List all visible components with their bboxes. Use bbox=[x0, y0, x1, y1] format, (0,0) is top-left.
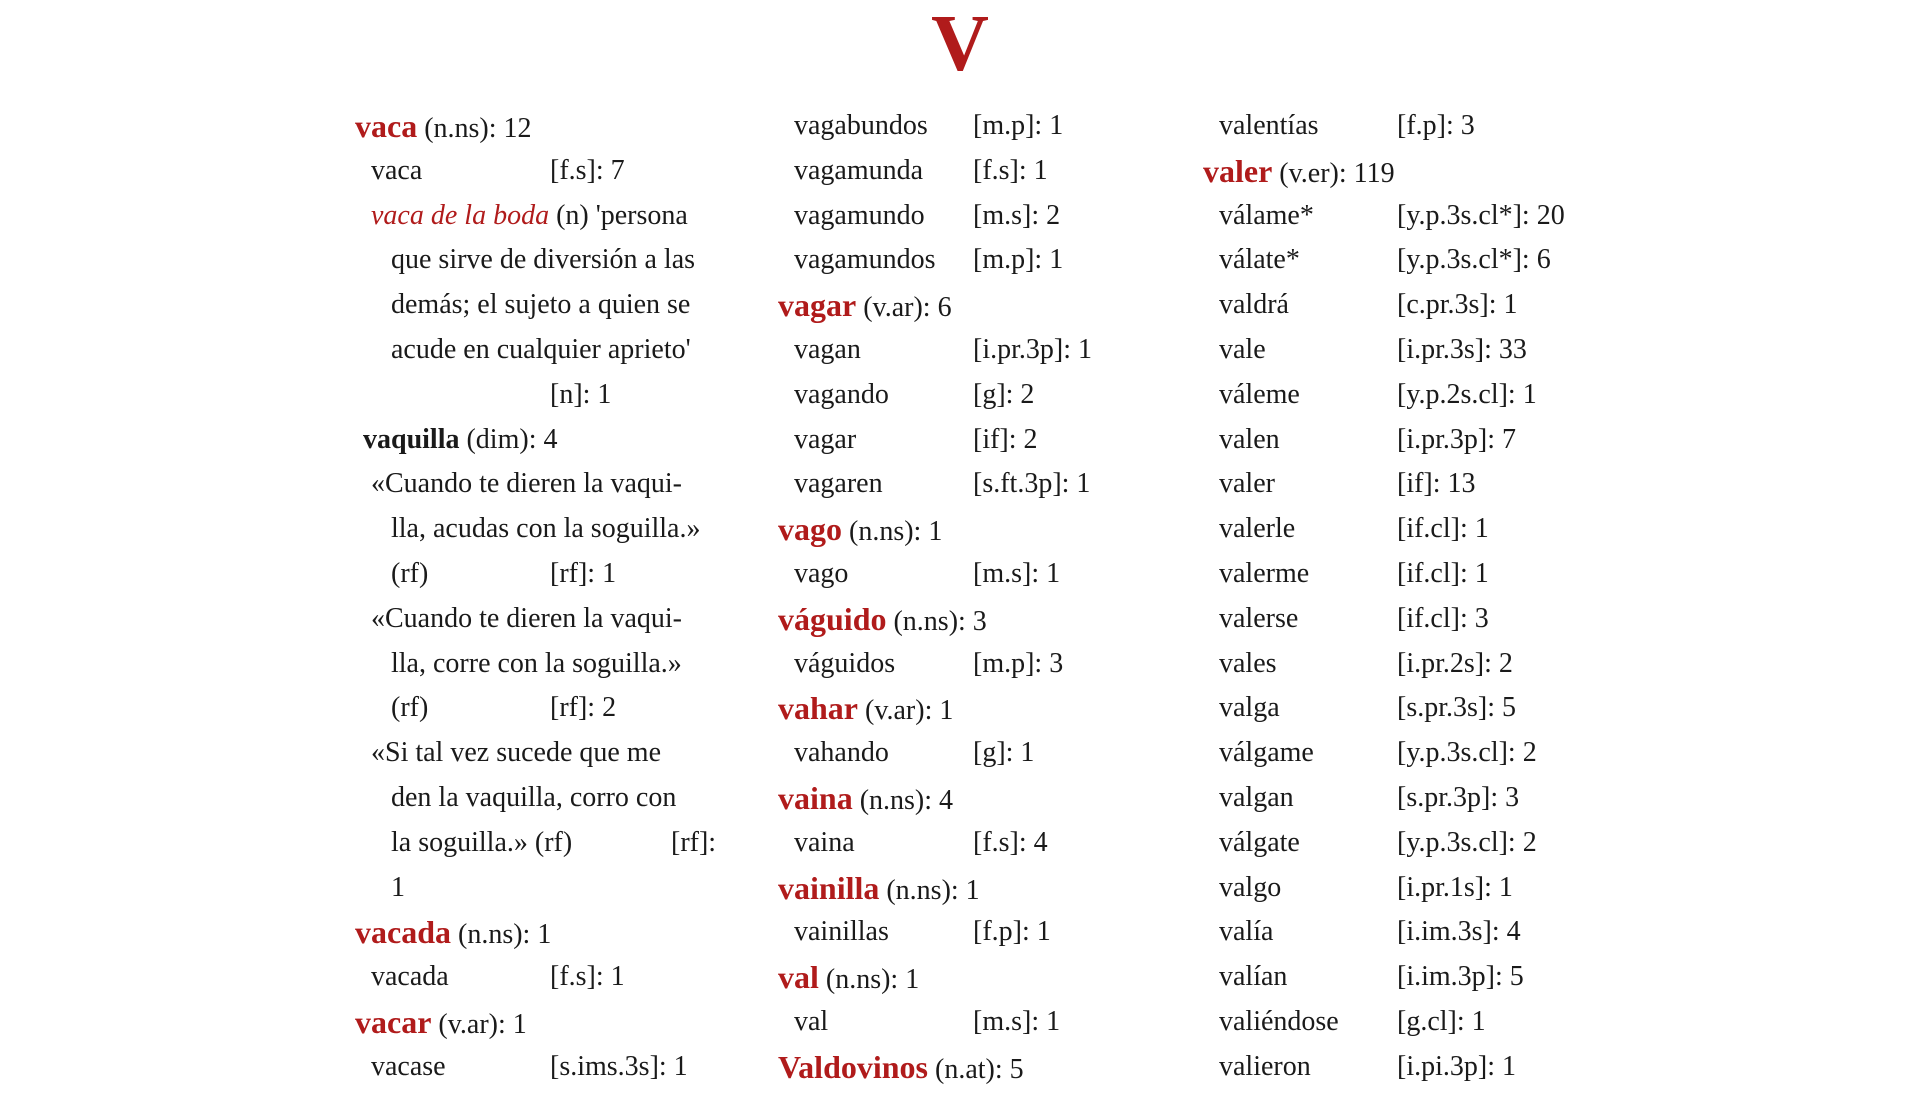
grammar-tag: [if.cl]: 3 bbox=[1397, 602, 1489, 634]
form-line bbox=[778, 821, 1138, 866]
form-line bbox=[355, 373, 735, 418]
lemma-headword: valer bbox=[1203, 152, 1273, 189]
form-line bbox=[778, 1000, 1138, 1045]
word-form: vagamunda bbox=[794, 154, 924, 186]
lemma-category: (v.er): 119 bbox=[1272, 157, 1395, 189]
form-line bbox=[778, 910, 1138, 955]
form-line bbox=[355, 955, 735, 1000]
form-line bbox=[1203, 686, 1603, 731]
lemma-category: (n.ns): 1 bbox=[879, 874, 980, 906]
grammar-tag: [g]: 1 bbox=[973, 737, 1035, 769]
grammar-tag: [f.s]: 7 bbox=[550, 154, 625, 186]
grammar-tag: [y.p.3s.cl*]: 20 bbox=[1397, 199, 1565, 231]
phrase-definition: (n) 'persona bbox=[549, 199, 688, 231]
lemma-entry bbox=[778, 507, 1138, 552]
grammar-tag: [f.s]: 1 bbox=[550, 961, 625, 993]
grammar-tag: [i.pr.1s]: 1 bbox=[1397, 871, 1513, 903]
word-form: valerse bbox=[1219, 602, 1299, 634]
form-line bbox=[1203, 955, 1603, 1000]
refran-line bbox=[355, 866, 735, 911]
lemma-category: (v.ar): 1 bbox=[858, 695, 954, 727]
lemma-entry bbox=[778, 866, 1138, 911]
grammar-tag: [y.p.3s.cl]: 2 bbox=[1397, 826, 1537, 858]
word-form: vagando bbox=[794, 378, 889, 410]
refran-text: lla, corre con la soguilla.» bbox=[391, 647, 682, 679]
refran-line bbox=[355, 507, 735, 552]
grammar-tag: [m.s]: 2 bbox=[973, 199, 1061, 231]
refran-line bbox=[355, 821, 735, 866]
form-line bbox=[1203, 731, 1603, 776]
refran-line bbox=[355, 462, 735, 507]
word-form: válame* bbox=[1219, 199, 1314, 231]
word-form: valer bbox=[1219, 468, 1275, 500]
word-form: válate* bbox=[1219, 244, 1300, 276]
phrase-line bbox=[355, 194, 735, 239]
word-form: val bbox=[794, 1005, 829, 1037]
word-form: valía bbox=[1219, 916, 1274, 948]
word-form: valieron bbox=[1219, 1050, 1311, 1082]
lemma-headword: vainilla bbox=[778, 869, 880, 906]
lemma-headword: vacada bbox=[355, 914, 451, 951]
grammar-tag: [m.p]: 1 bbox=[973, 110, 1064, 141]
word-form: váguidos bbox=[794, 647, 896, 679]
grammar-tag: [f.p]: 1 bbox=[973, 916, 1051, 948]
lemma-headword: váguido bbox=[778, 600, 887, 637]
grammar-tag: [y.p.3s.cl*]: 6 bbox=[1397, 244, 1551, 276]
grammar-tag: [y.p.3s.cl]: 2 bbox=[1397, 737, 1537, 769]
lemma-headword: Valdovinos bbox=[778, 1048, 928, 1085]
lemma-entry bbox=[1203, 149, 1603, 194]
lemma-entry bbox=[778, 597, 1138, 642]
grammar-tag: [g.cl]: 1 bbox=[1397, 1005, 1486, 1037]
word-form: valen bbox=[1219, 423, 1280, 455]
form-line bbox=[778, 104, 1138, 149]
definition-text: demás; el sujeto a quien se bbox=[391, 289, 691, 321]
word-form: váleme bbox=[1219, 378, 1300, 410]
grammar-tag: [if.cl]: 1 bbox=[1397, 513, 1489, 545]
form-line bbox=[355, 149, 735, 194]
grammar-tag: [rf]: 1 bbox=[550, 557, 617, 589]
grammar-tag: [s.pr.3s]: 5 bbox=[1397, 692, 1516, 724]
sub-category: (dim): 4 bbox=[459, 423, 558, 455]
lemma-category: (n.ns): 1 bbox=[842, 516, 943, 548]
grammar-tag: [s.pr.3p]: 3 bbox=[1397, 781, 1520, 813]
word-form: vacase bbox=[371, 1050, 446, 1082]
form-line bbox=[1203, 776, 1603, 821]
column-3 bbox=[1203, 104, 1603, 1090]
sub-headword: vaquilla bbox=[363, 423, 460, 455]
form-line bbox=[778, 373, 1138, 418]
form-line bbox=[1203, 283, 1603, 328]
grammar-tag: [s.ims.3s]: 1 bbox=[550, 1050, 688, 1082]
form-line bbox=[778, 194, 1138, 239]
word-form: vagaren bbox=[794, 468, 883, 500]
form-line bbox=[1203, 642, 1603, 687]
lemma-entry bbox=[778, 776, 1138, 821]
lemma-category: (v.ar): 1 bbox=[431, 1008, 527, 1040]
word-form: valerle bbox=[1219, 513, 1296, 545]
form-line bbox=[778, 418, 1138, 463]
form-line bbox=[778, 328, 1138, 373]
grammar-tag: [if]: 13 bbox=[1397, 468, 1476, 500]
lemma-category: (n.ns): 1 bbox=[818, 964, 920, 996]
definition-line bbox=[355, 238, 735, 283]
definition-line bbox=[355, 283, 735, 328]
form-line bbox=[1203, 104, 1603, 149]
grammar-tag: [i.pr.3p]: 7 bbox=[1397, 423, 1516, 455]
grammar-tag: [if.cl]: 1 bbox=[1397, 557, 1489, 589]
grammar-tag: [c.pr.3s]: 1 bbox=[1397, 289, 1518, 321]
refran-text: «Si tal vez sucede que me bbox=[371, 737, 662, 769]
refran-line bbox=[355, 597, 735, 642]
definition-text: acude en cualquier aprieto' bbox=[391, 333, 691, 365]
form-line bbox=[1203, 194, 1603, 239]
refran-text: «Cuando te dieren la vaqui- bbox=[371, 468, 683, 500]
word-form: vagamundo bbox=[794, 199, 925, 231]
definition-text: que sirve de diversión a las bbox=[391, 244, 696, 276]
grammar-tag: [i.pr.3p]: 1 bbox=[973, 333, 1092, 365]
form-line bbox=[1203, 1000, 1603, 1045]
grammar-tag: [m.s]: 1 bbox=[973, 557, 1061, 589]
refran-text: lla, acudas con la soguilla.» bbox=[391, 513, 701, 545]
refran-text: la soguilla.» (rf) bbox=[391, 826, 573, 858]
entry-vaquilla bbox=[355, 418, 735, 463]
lemma-category: (n.ns): 4 bbox=[852, 784, 954, 816]
form-line bbox=[1203, 238, 1603, 283]
form-line bbox=[1203, 866, 1603, 911]
lemma-headword: vahar bbox=[778, 690, 858, 727]
entry-vaca bbox=[355, 104, 735, 149]
refran-line bbox=[355, 731, 735, 776]
form-line bbox=[1203, 821, 1603, 866]
form-line bbox=[1203, 1045, 1603, 1090]
word-form: vago bbox=[794, 557, 849, 589]
word-form: válgame bbox=[1219, 737, 1314, 769]
refran-tag-line bbox=[355, 552, 735, 597]
grammar-tag: [m.p]: 3 bbox=[973, 647, 1064, 679]
word-form: válgate bbox=[1219, 826, 1300, 858]
word-form: vaca bbox=[371, 154, 423, 186]
lemma-headword: vago bbox=[778, 511, 842, 548]
word-form: vacada bbox=[371, 961, 449, 993]
word-form: valerme bbox=[1219, 557, 1310, 589]
word-form: valiéndose bbox=[1219, 1005, 1339, 1037]
grammar-tag: [g]: 2 bbox=[973, 378, 1035, 410]
lemma-category: (v.ar): 6 bbox=[856, 292, 952, 324]
column-2 bbox=[778, 104, 1138, 1090]
refran-label: (rf) bbox=[391, 692, 429, 724]
word-form: valga bbox=[1219, 692, 1280, 724]
form-line bbox=[1203, 910, 1603, 955]
word-form: vales bbox=[1219, 647, 1277, 679]
form-line bbox=[778, 238, 1138, 283]
phrase-headword: vaca de la boda bbox=[371, 199, 550, 231]
lemma-category: (n.at): 5 bbox=[928, 1053, 1024, 1085]
grammar-tag: [f.s]: 4 bbox=[973, 826, 1048, 858]
grammar-tag: [i.im.3s]: 4 bbox=[1397, 916, 1521, 948]
grammar-tag: [rf]: bbox=[671, 826, 717, 858]
grammar-tag: [rf]: 2 bbox=[550, 692, 617, 724]
word-form: vagan bbox=[794, 333, 861, 365]
word-form: valgan bbox=[1219, 781, 1294, 813]
form-line bbox=[778, 642, 1138, 687]
grammar-tag: [m.p]: 1 bbox=[973, 244, 1064, 276]
lemma-headword: vagar bbox=[778, 287, 857, 324]
lemma-headword: vaca bbox=[355, 108, 418, 144]
lemma-category: (n.ns): 12 bbox=[417, 113, 532, 144]
refran-line bbox=[355, 776, 735, 821]
refran-text: den la vaquilla, corro con bbox=[391, 781, 677, 813]
grammar-tag: [if]: 2 bbox=[973, 423, 1038, 455]
form-line bbox=[778, 462, 1138, 507]
grammar-tag: [n]: 1 bbox=[550, 378, 612, 410]
word-form: vaina bbox=[794, 826, 855, 858]
lemma-entry bbox=[778, 1045, 1138, 1090]
form-line bbox=[1203, 418, 1603, 463]
word-form: vainillas bbox=[794, 916, 889, 948]
word-form: vagamundos bbox=[794, 244, 936, 276]
grammar-tag: [y.p.2s.cl]: 1 bbox=[1397, 378, 1537, 410]
grammar-tag: [i.pr.3s]: 33 bbox=[1397, 333, 1527, 365]
grammar-tag: [i.pr.2s]: 2 bbox=[1397, 647, 1513, 679]
lemma-entry bbox=[778, 686, 1138, 731]
word-form: vagar bbox=[794, 423, 857, 455]
word-form: valentías bbox=[1219, 110, 1319, 141]
form-line bbox=[1203, 507, 1603, 552]
form-line bbox=[778, 149, 1138, 194]
word-form: valgo bbox=[1219, 871, 1282, 903]
form-line bbox=[1203, 373, 1603, 418]
grammar-tag: [i.im.3p]: 5 bbox=[1397, 961, 1524, 993]
lemma-headword: vacar bbox=[355, 1003, 432, 1040]
form-line bbox=[778, 552, 1138, 597]
grammar-tag: [i.pi.3p]: 1 bbox=[1397, 1050, 1516, 1082]
form-line bbox=[355, 1045, 735, 1090]
entry-vacada bbox=[355, 910, 735, 955]
definition-line bbox=[355, 328, 735, 373]
lemma-entry bbox=[778, 955, 1138, 1000]
lemma-category: (n.ns): 3 bbox=[886, 605, 987, 637]
column-1 bbox=[355, 104, 735, 1090]
refran-tag-line bbox=[355, 686, 735, 731]
lemma-entry bbox=[778, 283, 1138, 328]
grammar-tag: [f.s]: 1 bbox=[973, 154, 1048, 186]
grammar-tag: [s.ft.3p]: 1 bbox=[973, 468, 1091, 500]
grammar-tag: [f.p]: 3 bbox=[1397, 110, 1475, 141]
form-line bbox=[1203, 328, 1603, 373]
form-line bbox=[1203, 552, 1603, 597]
word-form: vahando bbox=[794, 737, 889, 769]
section-letter: V bbox=[931, 0, 989, 88]
word-form: valdrá bbox=[1219, 289, 1289, 321]
word-form: vale bbox=[1219, 333, 1266, 365]
refran-count: 1 bbox=[391, 871, 405, 903]
word-form: valían bbox=[1219, 961, 1288, 993]
lemma-category: (n.ns): 1 bbox=[451, 919, 552, 951]
refran-line bbox=[355, 642, 735, 687]
lemma-headword: vaina bbox=[778, 779, 853, 816]
refran-text: «Cuando te dieren la vaqui- bbox=[371, 602, 683, 634]
form-line bbox=[778, 731, 1138, 776]
refran-label: (rf) bbox=[391, 557, 429, 589]
entry-vacar bbox=[355, 1000, 735, 1045]
form-line bbox=[1203, 597, 1603, 642]
lemma-headword: val bbox=[778, 959, 819, 996]
form-line bbox=[1203, 462, 1603, 507]
grammar-tag: [m.s]: 1 bbox=[973, 1005, 1061, 1037]
word-form: vagabundos bbox=[794, 110, 928, 141]
